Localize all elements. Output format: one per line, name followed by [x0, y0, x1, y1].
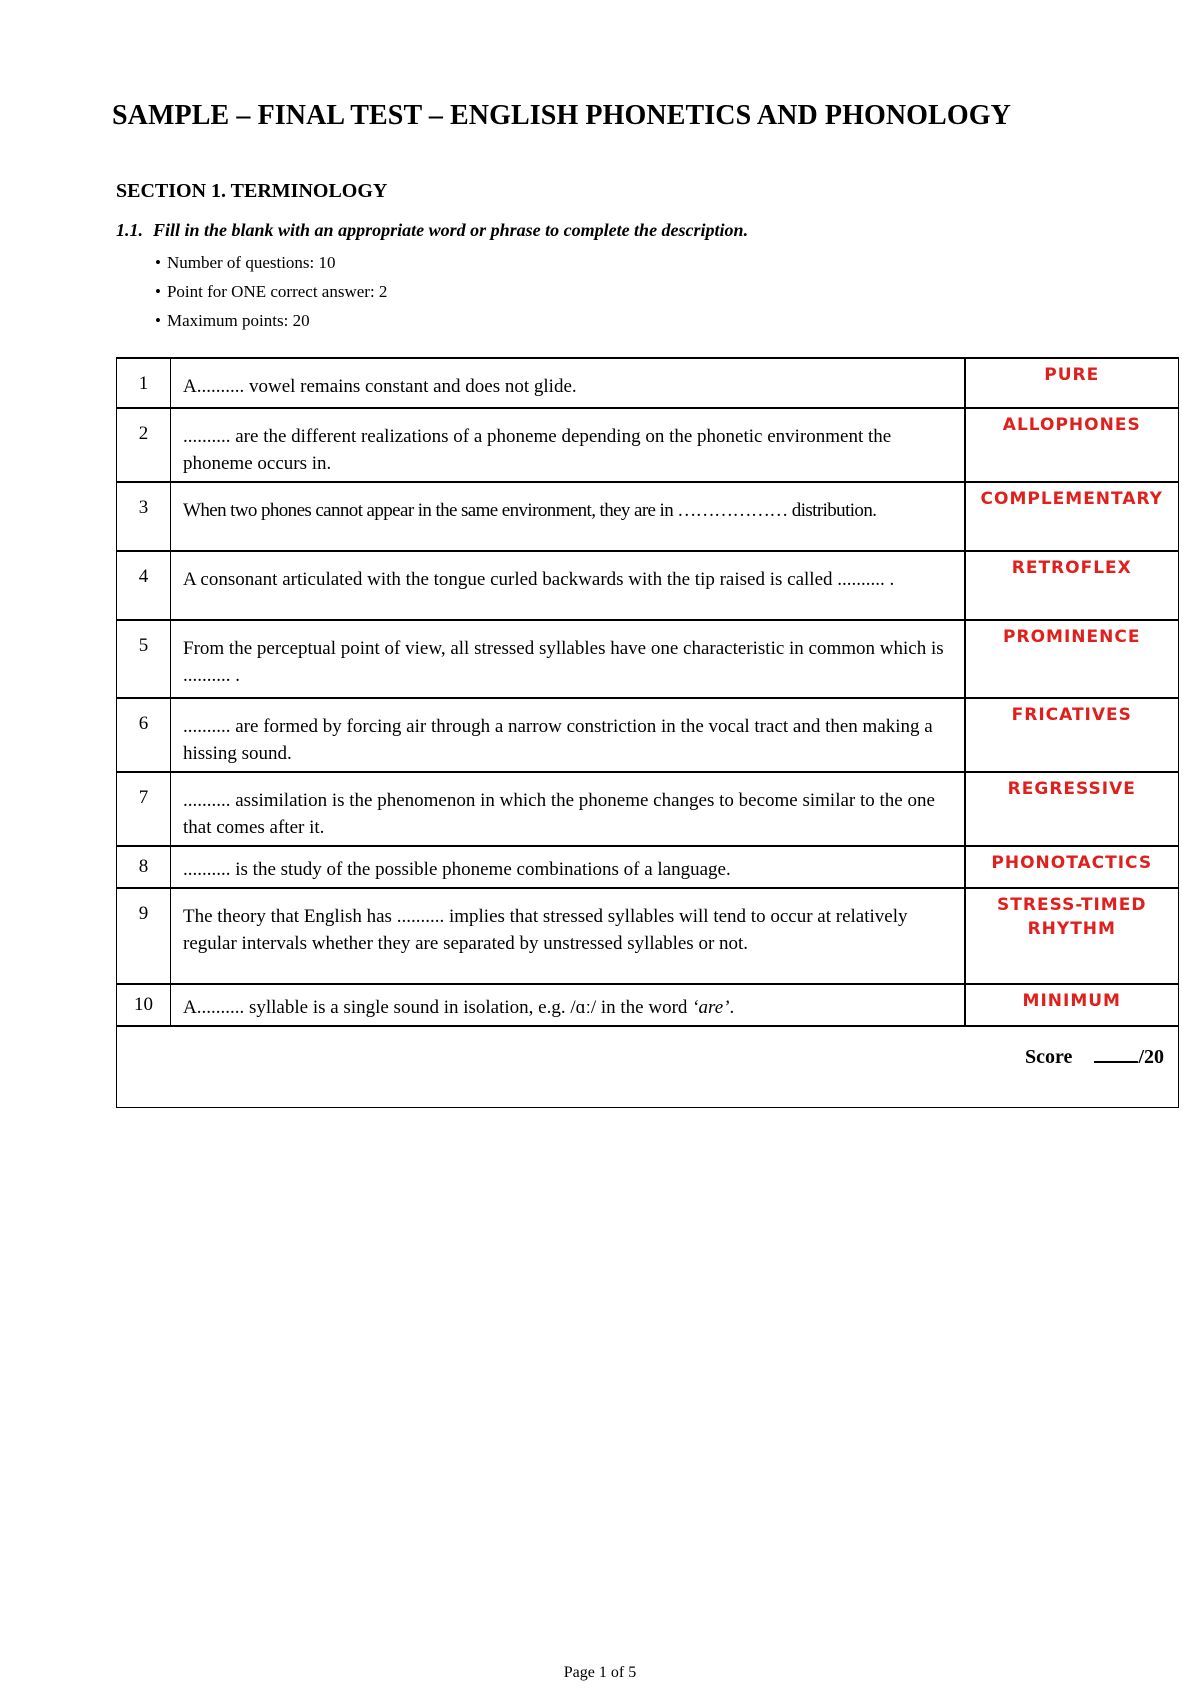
questions-table: [116, 357, 1179, 1108]
answer-text: PURE: [965, 358, 1179, 408]
question-row: [117, 482, 1179, 551]
question-text: A.......... vowel remains constant and does not glide.: [171, 358, 965, 408]
score-label: Score: [1025, 1046, 1073, 1068]
question-row: [117, 620, 1179, 698]
question-text: .......... are formed by forcing air through a narrow constriction in the vocal tract and then making a hissing sound.: [171, 698, 965, 772]
question-row: [117, 698, 1179, 772]
question-number: 4: [117, 551, 171, 620]
answer-text: STRESS-TIMED RHYTHM: [965, 888, 1179, 984]
bullet-icon: •: [155, 311, 161, 330]
question-number: 3: [117, 482, 171, 551]
bullet-text: Number of questions: 10: [166, 253, 336, 272]
question-text-part: .: [729, 997, 735, 1018]
question-number: 10: [117, 984, 171, 1026]
question-row: [117, 888, 1179, 984]
answer-text: ALLOPHONES: [965, 408, 1179, 482]
answer-text: COMPLEMENTARY: [965, 482, 1179, 551]
question-text-part: A.......... syllable is a single sound in isolation, e.g. /ɑː/ in the word: [183, 997, 693, 1018]
answer-text: RETROFLEX: [965, 551, 1179, 620]
bullet-icon: •: [155, 253, 161, 272]
question-number: 5: [117, 620, 171, 698]
bullet-text: Point for ONE correct answer: 2: [166, 282, 388, 301]
bullet-icon: •: [155, 282, 161, 301]
answer-text: PROMINENCE: [965, 620, 1179, 698]
question-row: [117, 984, 1179, 1026]
question-row: [117, 358, 1179, 408]
instruction-bullets: [155, 248, 387, 335]
document-title: SAMPLE – FINAL TEST – ENGLISH PHONETICS AND PHONOLOGY: [112, 100, 1011, 131]
score-row: [117, 1026, 1179, 1108]
section-title: SECTION 1. TERMINOLOGY: [116, 180, 388, 202]
instruction: [116, 220, 748, 241]
bullet-item: [155, 277, 387, 306]
question-number: 7: [117, 772, 171, 846]
page-footer: Page 1 of 5: [563, 1664, 637, 1681]
score-cell: [117, 1026, 1179, 1108]
question-row: [117, 846, 1179, 888]
question-text: When two phones cannot appear in the same environment, they are in ……………… distribution.: [171, 482, 965, 551]
question-text: [171, 984, 965, 1026]
answer-text: MINIMUM: [965, 984, 1179, 1026]
question-text: From the perceptual point of view, all stressed syllables have one characteristic in common which is .......... .: [171, 620, 965, 698]
question-number: 6: [117, 698, 171, 772]
question-number: 9: [117, 888, 171, 984]
question-text: .......... assimilation is the phenomenon in which the phoneme changes to become similar to the one that comes after it.: [171, 772, 965, 846]
bullet-item: [155, 248, 387, 277]
answer-text: FRICATIVES: [965, 698, 1179, 772]
answer-text: PHONOTACTICS: [965, 846, 1179, 888]
question-row: [117, 551, 1179, 620]
instruction-number: 1.1.: [116, 220, 143, 240]
bullet-text: Maximum points: 20: [166, 311, 310, 330]
question-number: 2: [117, 408, 171, 482]
question-number: 8: [117, 846, 171, 888]
score-blank[interactable]: [1094, 1043, 1138, 1063]
question-number: 1: [117, 358, 171, 408]
answer-text: REGRESSIVE: [965, 772, 1179, 846]
question-text: .......... is the study of the possible phoneme combinations of a language.: [171, 846, 965, 888]
score-total: /20: [1138, 1046, 1164, 1068]
instruction-text: Fill in the blank with an appropriate word or phrase to complete the description.: [153, 220, 749, 240]
question-row: [117, 408, 1179, 482]
question-text: A consonant articulated with the tongue curled backwards with the tip raised is called .......... .: [171, 551, 965, 620]
bullet-item: [155, 306, 387, 335]
question-text-italic: ‘are’: [692, 997, 730, 1018]
question-text: The theory that English has .......... implies that stressed syllables will tend to occur at relatively regular intervals whether they are separated by unstressed syllables or not.: [171, 888, 965, 984]
question-row: [117, 772, 1179, 846]
question-text: .......... are the different realizations of a phoneme depending on the phonetic environment the phoneme occurs in.: [171, 408, 965, 482]
